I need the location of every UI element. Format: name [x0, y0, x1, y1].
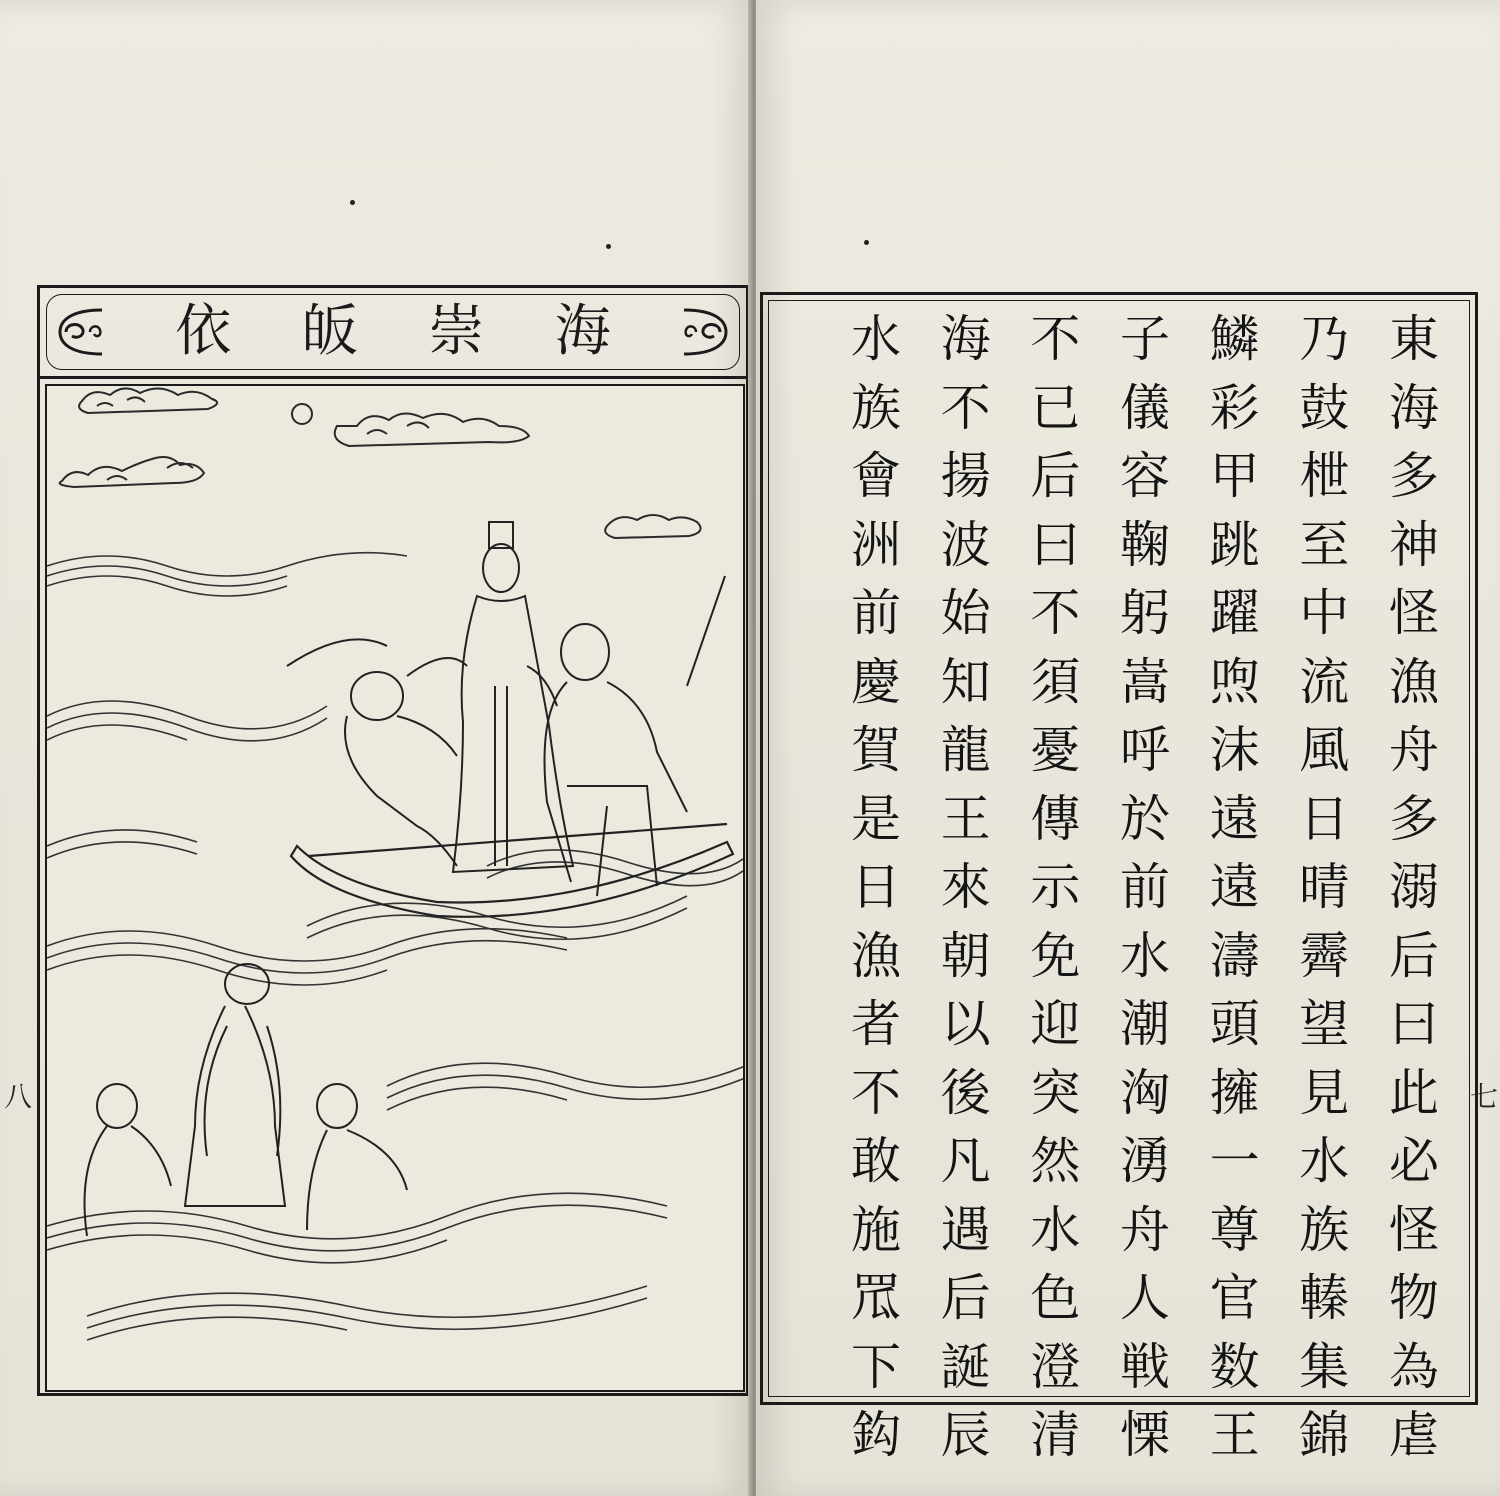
text-char: 凡: [940, 1132, 991, 1190]
text-char: 波: [940, 515, 991, 574]
text-char: 是: [851, 789, 901, 848]
text-char: 后: [1388, 926, 1439, 985]
text-char: 頭: [1209, 995, 1260, 1053]
left-margin-page-mark: 八: [4, 1080, 33, 1113]
waves: [47, 553, 743, 1340]
text-char: 王: [1209, 1406, 1260, 1464]
text-char: 嵩: [1119, 652, 1170, 711]
text-char: 水: [1119, 926, 1170, 985]
text-char: 数: [1209, 1337, 1260, 1396]
text-char: 不: [1030, 310, 1081, 368]
text-char: 不: [940, 378, 991, 437]
text-char: 鱗: [1209, 310, 1260, 368]
text-char: 前: [1119, 858, 1170, 916]
text-char: 傳: [1030, 789, 1081, 848]
text-char: 遇: [940, 1200, 991, 1259]
text-frame: [760, 292, 1478, 1464]
text-char: 色: [1030, 1269, 1081, 1327]
text-char: 誕: [940, 1337, 991, 1396]
text-char: 始: [940, 584, 991, 642]
text-char: 虐: [1388, 1406, 1439, 1464]
text-char: 洲: [851, 515, 901, 574]
goddess-figure: [407, 522, 573, 872]
text-char: 知: [940, 652, 991, 711]
text-char: 揚: [940, 447, 991, 505]
text-char: 霽: [1299, 926, 1350, 985]
text-char: 后: [1030, 447, 1081, 505]
text-column: [1202, 305, 1268, 1464]
text-char: 澄: [1030, 1337, 1081, 1396]
text-char: 來: [940, 858, 991, 916]
text-char: 錦: [1299, 1406, 1350, 1464]
text-char: 會: [851, 447, 901, 505]
text-char: 官: [1209, 1269, 1260, 1327]
text-char: 轃: [1299, 1269, 1350, 1327]
ink-dot: [864, 240, 869, 245]
text-char: 后: [940, 1269, 991, 1327]
text-char: 躬: [1119, 584, 1170, 642]
text-column: [843, 305, 909, 1464]
title-char: 崇: [428, 299, 485, 364]
text-char: 人: [1119, 1269, 1170, 1327]
text-char: 者: [851, 995, 901, 1053]
text-char: 然: [1030, 1132, 1081, 1190]
text-char: 示: [1030, 858, 1081, 916]
text-char: 罛: [851, 1269, 901, 1327]
text-char: 神: [1388, 515, 1439, 574]
text-char: 一: [1209, 1132, 1260, 1190]
text-char: 龍: [940, 721, 991, 779]
text-char: 日: [851, 858, 901, 916]
woodblock-illustration: [45, 384, 745, 1392]
text-char: 曰: [1030, 515, 1081, 574]
text-char: 漁: [851, 926, 901, 985]
title-band: [40, 288, 746, 379]
text-char: 遠: [1209, 858, 1260, 916]
text-char: 不: [851, 1063, 901, 1122]
scroll-ornament-icon: [674, 304, 734, 360]
text-char: 怪: [1388, 584, 1439, 642]
ink-dot: [350, 200, 355, 205]
text-char: 集: [1299, 1337, 1350, 1396]
text-char: 族: [1299, 1200, 1350, 1259]
text-char: 物: [1388, 1269, 1439, 1327]
text-char: 後: [940, 1063, 991, 1122]
text-char: 擁: [1209, 1063, 1260, 1122]
text-char: 怪: [1388, 1200, 1439, 1259]
text-char: 必: [1388, 1132, 1439, 1190]
text-char: 東: [1388, 310, 1439, 368]
text-char: 清: [1030, 1406, 1081, 1464]
text-char: 施: [851, 1200, 901, 1259]
text-char: 容: [1119, 447, 1170, 505]
text-char: 枻: [1299, 447, 1350, 505]
text-char: 已: [1030, 378, 1081, 437]
text-char: 不: [1030, 584, 1081, 642]
text-char: 水: [1030, 1200, 1081, 1259]
text-char: 多: [1388, 789, 1439, 848]
text-char: 於: [1119, 789, 1170, 848]
text-char: 憂: [1030, 721, 1081, 779]
text-char: 免: [1030, 926, 1081, 985]
text-char: 曰: [1388, 995, 1439, 1053]
text-char: 漁: [1388, 652, 1439, 711]
text-char: 下: [851, 1337, 901, 1396]
text-char: 朝: [940, 926, 991, 985]
illustration-frame: [37, 285, 749, 1396]
text-char: 遠: [1209, 789, 1260, 848]
text-column: [1022, 305, 1088, 1464]
text-char: 水: [1299, 1132, 1350, 1190]
text-char: 鼓: [1299, 378, 1350, 437]
text-char: 望: [1299, 995, 1350, 1053]
text-char: 慶: [851, 652, 901, 711]
text-column: [1112, 305, 1178, 1464]
title-char: 皈: [301, 299, 358, 364]
text-char: 賀: [851, 721, 901, 779]
attendant-figure-right: [545, 576, 726, 896]
text-char: 躍: [1209, 584, 1260, 642]
text-char: 海: [1388, 378, 1439, 437]
text-char: 呼: [1119, 721, 1170, 779]
text-char: 敢: [851, 1132, 901, 1190]
text-char: 洶: [1119, 1063, 1170, 1122]
text-char: 甲: [1209, 447, 1260, 505]
text-char: 水: [851, 310, 901, 368]
text-char: 以: [940, 995, 991, 1053]
text-column: [933, 305, 999, 1464]
text-char: 戦: [1119, 1337, 1170, 1396]
text-char: 迎: [1030, 995, 1081, 1053]
text-char: 潮: [1119, 995, 1170, 1053]
text-char: 鈎: [851, 1406, 901, 1464]
text-char: 彩: [1209, 378, 1260, 437]
moon: [292, 404, 312, 424]
attendant-figure-left: [287, 639, 457, 866]
text-char: 至: [1299, 515, 1350, 574]
text-char: 乃: [1299, 310, 1350, 368]
text-char: 沫: [1209, 721, 1260, 779]
text-char: 辰: [940, 1406, 991, 1464]
text-char: 中: [1299, 584, 1350, 642]
text-char: 尊: [1209, 1200, 1260, 1259]
text-char: 海: [940, 310, 991, 368]
page-title: [140, 300, 646, 364]
text-char: 為: [1388, 1337, 1439, 1396]
text-char: 晴: [1299, 858, 1350, 916]
text-char: 風: [1299, 721, 1350, 779]
text-column: [1381, 305, 1447, 1464]
text-char: 多: [1388, 447, 1439, 505]
clouds: [60, 388, 701, 538]
ink-dot: [606, 244, 611, 249]
title-char: 海: [554, 299, 611, 364]
text-char: 族: [851, 378, 901, 437]
text-char: 須: [1030, 652, 1081, 711]
scroll-ornament-icon: [52, 304, 112, 360]
right-margin-page-mark: 七: [1470, 1080, 1499, 1113]
text-char: 子: [1119, 310, 1170, 368]
text-char: 突: [1030, 1063, 1081, 1122]
text-char: 喣: [1209, 652, 1260, 711]
text-char: 前: [851, 584, 901, 642]
text-char: 鞠: [1119, 515, 1170, 574]
text-char: 湧: [1119, 1132, 1170, 1190]
boat: [291, 824, 733, 917]
text-char: 舟: [1119, 1200, 1170, 1259]
text-column: [1291, 305, 1357, 1464]
text-char: 日: [1299, 789, 1350, 848]
text-char: 王: [940, 789, 991, 848]
text-char: 見: [1299, 1063, 1350, 1122]
text-char: 此: [1388, 1063, 1439, 1122]
text-char: 濤: [1209, 926, 1260, 985]
sea-scene-illustration: [47, 386, 743, 1390]
text-char: 舟: [1388, 721, 1439, 779]
title-char: 依: [175, 299, 232, 364]
text-columns: [843, 305, 1447, 1464]
text-char: 慄: [1119, 1406, 1170, 1464]
text-char: 溺: [1388, 858, 1439, 916]
text-char: 儀: [1119, 378, 1170, 437]
sea-creatures: [85, 964, 408, 1236]
text-char: 跳: [1209, 515, 1260, 574]
text-char: 流: [1299, 652, 1350, 711]
